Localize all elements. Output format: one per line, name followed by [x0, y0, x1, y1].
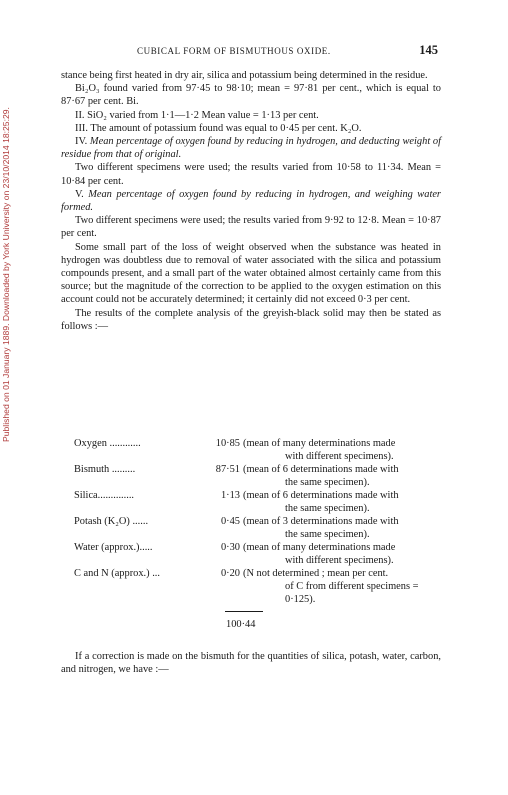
section-number: IV. — [75, 136, 88, 148]
publication-stamp: Published on 01 January 1889. Downloaded by York University on 23/10/2014 18:25:29. — [1, 107, 11, 443]
result-note: (N not determined ; mean per cent. of C from different specimens = 0·125). — [243, 568, 419, 605]
paragraph: The results of the complete analysis of the greyish-black solid may then be stated as follows :— — [61, 307, 441, 332]
result-label: Silica.............. — [74, 490, 135, 501]
result-label: Potash (K₂O) ...... — [74, 516, 149, 527]
paragraph: If a correction is made on the bismuth for the quantities of silica, potash, water, carbon, and nitrogen, we have :— — [61, 651, 441, 676]
paragraph: stance being first heated in dry air, silica and potassium being determined in the residue. — [61, 70, 428, 81]
body-text — [61, 69, 441, 333]
sum-line — [225, 611, 263, 612]
results-total: 100·44 — [226, 619, 256, 630]
result-row — [74, 489, 448, 515]
section-heading: Mean percentage of oxygen found by reducing in hydrogen, and weighing water formed. — [61, 188, 441, 214]
result-value: 1·13 — [220, 490, 240, 501]
paragraph — [61, 188, 441, 214]
page-header — [137, 44, 438, 58]
result-value: 0·20 — [220, 568, 240, 579]
result-note: (mean of many determinations made with different specimens). — [243, 542, 396, 566]
analysis-results-table — [74, 437, 448, 631]
paragraph: Some small part of the loss of weight observed when the substance was heated in hydrogen was doubtless due to removal of water associated with the silica and potassium compounds present, and a small part of the water obtained almost certainly came from this source; but the magnitude of the correction to be applied to the oxygen estimation on this account could not be accurately determined; it certainly did not exceed 0·3 per cent. — [61, 241, 441, 306]
paragraph: II. SiO₂ varied from 1·1—1·2 Mean value = 1·13 per cent. — [75, 109, 319, 121]
result-note: (mean of many determinations made with different specimens). — [243, 438, 396, 462]
sum-rule — [74, 606, 448, 618]
closing-text — [61, 650, 441, 676]
result-note: (mean of 6 determinations made with the same specimen). — [243, 464, 399, 488]
section-heading: Mean percentage of oxygen found by reducing in hydrogen, and deducting weight of residue from that of original. — [61, 136, 441, 161]
running-title: CUBICAL FORM OF BISMUTHOUS OXIDE. — [137, 46, 331, 56]
result-row — [74, 567, 448, 606]
result-value: 87·51 — [215, 464, 240, 475]
result-row — [74, 515, 448, 541]
result-note: (mean of 6 determinations made with the same specimen). — [243, 490, 399, 514]
paragraph: Two different specimens were used; the results varied from 9·92 to 12·8. Mean = 10·87 per cent. — [61, 215, 441, 240]
section-number: V. — [75, 188, 84, 200]
result-label: Bismuth ......... — [74, 464, 136, 475]
paragraph: III. The amount of potassium found was equal to 0·45 per cent. K₂O. — [75, 122, 362, 134]
result-label: Water (approx.)..... — [74, 542, 153, 553]
result-value: 10·85 — [215, 438, 240, 449]
paragraph: Bi₂O₃ found varied from 97·45 to 98·10; mean = 97·81 per cent., which is equal to 87·67 per cent. Bi. — [61, 83, 441, 108]
result-value: 0·30 — [220, 542, 240, 553]
result-row — [74, 437, 448, 463]
page-number: 145 — [419, 43, 438, 57]
paragraph — [61, 135, 441, 161]
result-label: Oxygen ............ — [74, 438, 141, 449]
result-label: C and N (approx.) ... — [74, 568, 160, 579]
paragraph: Two different specimens were used; the results varied from 10·58 to 11·34. Mean = 10·84 per cent. — [61, 162, 441, 187]
result-row — [74, 541, 448, 567]
result-row — [74, 463, 448, 489]
result-note: (mean of 3 determinations made with the same specimen). — [243, 516, 399, 540]
result-value: 0·45 — [220, 516, 240, 527]
